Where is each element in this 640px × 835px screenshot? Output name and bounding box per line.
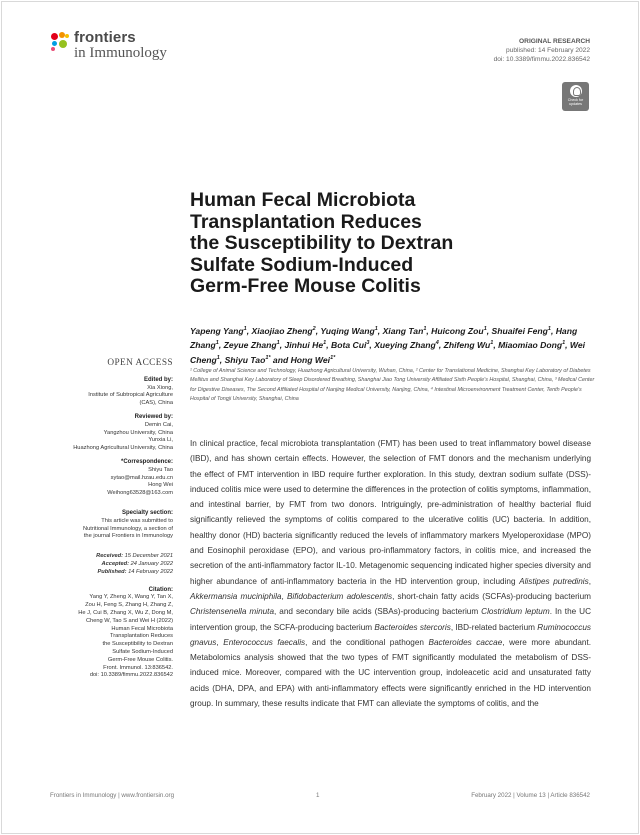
species-name: Alistipes putredinis (519, 576, 589, 586)
species-name: Christensenella minuta (190, 607, 275, 617)
check-updates-icon (570, 85, 582, 97)
abstract-text: , short-chain fatty acids (SCFAs)-producing bacterium (392, 591, 591, 601)
correspondence-section (60, 459, 173, 498)
page-number: 1 (316, 792, 320, 799)
author-name[interactable]: Hong Wei (290, 354, 331, 365)
footer-volume-info: February 2022 | Volume 13 | Article 836542 (471, 792, 590, 799)
sidebar-line: Nutritional Immunology, a section of (83, 525, 173, 532)
author-affiliation-marker: 1 (490, 340, 494, 347)
title-line: Germ-Free Mouse Colitis (190, 275, 421, 298)
author-separator: , (493, 340, 499, 351)
author-affiliation-marker: 1 (374, 326, 378, 332)
abstract-text: In clinical practice, fecal microbiota transplantation (FMT) has been used to treat inflammatory bowel disease (IBD), and has shown certain effects. However, the selection of FMT donors and the mechanism underlying the effect of FMT intervention in IBD require further exploration. In this study, dextran sodium sulfate (DSS)-induced colitis mice were used to determine the differences in the protection of colitis symptoms, inflammation, and intestinal barrier, by FMT from two donors. Intriguingly, pre-administration of healthy bacterial fluid significantly relieved the symptoms of colitis compared to the ulcerative colitis (UC) bacteria. In addition, healthy donor (HD) bacteria significantly reduced the levels of inflammatory markers Myeloperoxidase (MPO) and Eosinophil peroxidase (EPO), and various pro-inflammatory factors, in colitis mice, and increased the secretion of the anti-inflammatory factor IL-10. Metagenomic sequencing indicated higher species diversity and higher abundance of anti-inflammatory bacteria in the HD intervention group, including (190, 439, 591, 586)
author-separator: , (565, 340, 570, 351)
reviewed-by-section (60, 414, 173, 453)
journal-name: in Immunology (74, 45, 167, 61)
abstract-text: , and secondary bile acids (SBAs)-producing bacterium (274, 607, 482, 617)
species-name: Bifidobacterium adolescentis (286, 591, 393, 601)
author-name[interactable]: Shuaifei Feng (491, 325, 548, 336)
sidebar-line: Zou H, Feng S, Zhang H, Zhang Z, (85, 602, 173, 609)
author-separator: , (218, 340, 224, 351)
title-line: the Susceptibility to Dextran (190, 232, 454, 255)
author-separator: , (315, 325, 321, 336)
sidebar-line: Transplantation Reduces (109, 633, 173, 640)
abstract-text: , (281, 591, 287, 601)
author-affiliation-marker: 3 (366, 340, 370, 347)
author-separator: , (246, 325, 252, 336)
species-name: Ruminococcus gnavus (190, 622, 591, 647)
author-affiliation-marker: 1 (215, 340, 219, 347)
abstract (190, 436, 591, 711)
article-title (190, 190, 480, 298)
reviewed-by-heading: Reviewed by: (134, 413, 173, 420)
author-affiliation-marker: 1 (483, 326, 487, 332)
author-affiliation-marker: 1* (265, 354, 271, 361)
author-name[interactable]: Zhifeng Wu (443, 340, 491, 351)
abstract-text: , (216, 637, 224, 647)
author-separator: , (369, 340, 375, 351)
abstract-text: . In the UC intervention group, the SCFA-producing bacterium (190, 607, 591, 632)
email-link[interactable]: sytao@mail.hzau.edu.cn (110, 474, 173, 481)
sidebar-line: Yang Y, Zheng X, Wang Y, Tan X, (89, 594, 173, 601)
abstract-text: , (588, 576, 591, 586)
check-updates-label-1: Check for (567, 98, 584, 102)
sidebar-line: Sulfate Sodium-Induced (112, 648, 173, 655)
sidebar-line: the Susceptibility to Dextran (102, 641, 173, 648)
author-separator: , (326, 340, 332, 351)
specialty-section (60, 510, 173, 541)
dates-section (60, 553, 173, 576)
check-for-updates-button[interactable] (562, 82, 589, 111)
author-name[interactable]: Zeyue Zhang (223, 340, 277, 351)
abstract-text: , and the conditional pathogen (305, 637, 429, 647)
email-link[interactable]: Weihong63528@163.com (107, 490, 173, 497)
doi-link[interactable]: doi: 10.3389/fimmu.2022.836542 (493, 56, 590, 63)
author-affiliation-marker: 1 (547, 326, 551, 332)
edited-by-heading: Edited by: (143, 376, 173, 383)
author-affiliation-marker: 1 (562, 340, 566, 347)
published-date: published: 14 February 2022 (506, 47, 590, 54)
sidebar-line: Institute of Subtropical Agriculture (88, 392, 173, 399)
affiliations: ¹ College of Animal Science and Technology, Huazhong Agricultural University, Wuhan, China, ² Center for Translational Medicine, Shanghai Key Laboratory of Diabetes Mellitus and Shanghai Key Laboratory of Sleep Disordered Breathing, Shanghai Jiao Tong University Affiliated Sixth People's Hospital, Shanghai, China, ³ Medical Center for Digestive Diseases, The Second Affiliated Hospital of Nanjing Medical University, Nanjing, China, ⁴ Intestinal Microenvironment Treatment Center, Tenth People's Hospital of Tongji University, Shanghai, China (190, 368, 595, 403)
sidebar-line: (CAS), China (139, 400, 173, 407)
sidebar-line: He J, Cui B, Zhang X, Wu Z, Dong M, (78, 609, 173, 616)
author-name[interactable]: Hang Zhang (190, 325, 578, 351)
published-date-sidebar: Published: 14 February 2022 (97, 568, 173, 575)
abstract-text: , IBD-related bacterium (450, 622, 538, 632)
sidebar-line: Front. Immunol. 13:836542. (103, 664, 173, 671)
author-affiliation-marker: 4 (435, 340, 439, 347)
sidebar-line: Hong Wei (148, 482, 173, 489)
author-name[interactable]: Yapeng Yang (190, 325, 244, 336)
sidebar-line: Huazhong Agricultural University, China (73, 445, 173, 452)
author-affiliation-marker: 2 (312, 326, 316, 332)
author-name[interactable]: Wei Cheng (190, 340, 586, 365)
sidebar-line: This article was submitted to (101, 517, 173, 524)
author-name[interactable]: Yuqing Wang (320, 325, 375, 336)
title-line: Transplantation Reduces (190, 210, 422, 233)
author-separator: , (486, 325, 492, 336)
species-name: Enterococcus faecalis (223, 637, 306, 647)
abstract-text: , were more abundant. Metabolomics analysis showed that the two types of FMT significantly modulated the metabolism of DSS-induced mice. Moreover, compared with the UC intervention group, indoleacetic acid and unsaturated fatty acids (DHA, DPA, and EPA) with anti-inflammatory effects were significantly enriched in the HD intervention group. In summary, these results indicate that FMT can alleviate the symptoms of colitis, and the (190, 637, 591, 709)
edited-by-section (60, 377, 173, 408)
citation-section (60, 587, 173, 681)
sidebar-line: Cheng W, Tao S and Wei H (2022) (85, 617, 173, 624)
species-name: Bacteroides stercoris (374, 622, 451, 632)
check-updates-label-2: updates (569, 102, 582, 106)
received-date: Received: 15 December 2021 (96, 553, 173, 560)
brand-name: frontiers (74, 29, 136, 46)
author-separator: , (377, 325, 383, 336)
title-line: Human Fecal Microbiota (190, 189, 416, 211)
article-type: ORIGINAL RESEARCH (519, 38, 590, 45)
author-name[interactable]: Bota Cui (331, 340, 367, 351)
footer-journal-link[interactable]: Frontiers in Immunology | www.frontiersin.org (50, 792, 175, 799)
sidebar-line: Shiyu Tao (148, 466, 173, 473)
specialty-heading: Specialty section: (121, 509, 173, 516)
sidebar-line: Xia Xiong, (147, 384, 173, 391)
author-separator: , (438, 340, 444, 351)
frontiers-logo[interactable] (50, 30, 167, 61)
author-affiliation-marker: 1 (243, 326, 247, 332)
author-name[interactable]: Jinhui He (284, 340, 324, 351)
sidebar-line: Yangzhou University, China (103, 429, 173, 436)
open-access-label: OPEN ACCESS (107, 358, 173, 368)
author-affiliation-marker: 1* (330, 354, 336, 361)
citation-doi-link[interactable]: doi: 10.3389/fimmu.2022.836542 (89, 672, 173, 679)
author-affiliation-marker: 1 (216, 354, 220, 361)
author-separator: and (270, 354, 291, 365)
citation-heading: Citation: (148, 586, 173, 593)
sidebar-line: Human Fecal Microbiota (111, 625, 173, 632)
author-name[interactable]: Xueying Zhang (374, 340, 436, 351)
author-affiliation-marker: 1 (323, 340, 327, 347)
author-name[interactable]: Xiang Tan (382, 325, 424, 336)
species-name: Clostridium leptum (481, 607, 550, 617)
author-list (190, 323, 590, 366)
title-line: Sulfate Sodium-Induced (190, 253, 414, 276)
sidebar-line: the journal Frontiers in Immunology (83, 533, 173, 540)
author-name[interactable]: Shiyu Tao (224, 354, 266, 365)
sidebar (60, 360, 173, 686)
author-name[interactable]: Xiaojiao Zheng (251, 325, 313, 336)
author-separator: , (550, 325, 556, 336)
author-separator: , (279, 340, 285, 351)
author-name[interactable]: Miaomiao Dong (498, 340, 563, 351)
author-separator: , (426, 325, 432, 336)
sidebar-line: Germ-Free Mouse Colitis. (107, 656, 173, 663)
author-separator: , (219, 354, 225, 365)
article-meta (494, 37, 590, 64)
author-affiliation-marker: 1 (423, 326, 427, 332)
species-name: Akkermansia muciniphila (190, 591, 282, 601)
accepted-date: Accepted: 24 January 2022 (101, 560, 173, 567)
species-name: Bacteroides caccae (428, 637, 503, 647)
correspondence-heading: *Correspondence: (120, 458, 173, 465)
sidebar-line: Yunxia Li, (148, 437, 173, 444)
frontiers-dots-icon (50, 32, 70, 52)
author-name[interactable]: Huicong Zou (431, 325, 484, 336)
author-affiliation-marker: 1 (276, 340, 280, 347)
sidebar-line: Demin Cai, (144, 421, 173, 428)
